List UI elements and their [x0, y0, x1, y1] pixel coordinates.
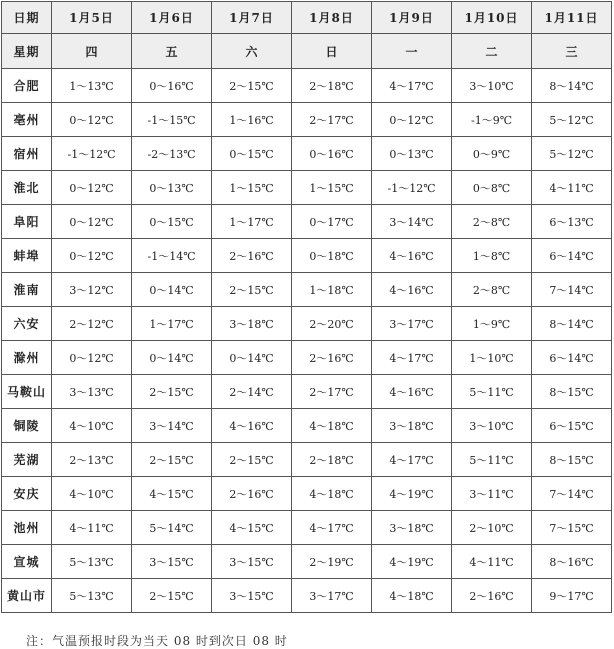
temperature-cell: 3～14℃: [132, 409, 212, 443]
city-name-cell: 宿州: [2, 137, 52, 171]
temperature-cell: 8～15℃: [532, 443, 612, 477]
temperature-cell: 0～9℃: [452, 137, 532, 171]
temperature-cell: 2～16℃: [212, 239, 292, 273]
temperature-cell: 1～13℃: [52, 69, 132, 103]
temperature-cell: 0～16℃: [292, 137, 372, 171]
city-name-cell: 铜陵: [2, 409, 52, 443]
city-name-cell: 芜湖: [2, 443, 52, 477]
city-name-cell: 淮北: [2, 171, 52, 205]
date-header-cell: 1月8日: [292, 2, 372, 34]
temperature-cell: 0～18℃: [292, 239, 372, 273]
temperature-cell: 3～18℃: [372, 409, 452, 443]
temperature-cell: 4～10℃: [52, 477, 132, 511]
table-row: [2, 545, 612, 579]
temperature-cell: 0～13℃: [132, 171, 212, 205]
temperature-cell: 2～18℃: [292, 443, 372, 477]
temperature-cell: 4～19℃: [372, 477, 452, 511]
temperature-cell: 4～16℃: [372, 375, 452, 409]
city-name-cell: 淮南: [2, 273, 52, 307]
temperature-cell: 0～12℃: [52, 205, 132, 239]
date-header-cell: 1月7日: [212, 2, 292, 34]
temperature-cell: 3～17℃: [372, 307, 452, 341]
table-row: [2, 579, 612, 613]
temperature-cell: 3～14℃: [372, 205, 452, 239]
temperature-cell: 2～19℃: [292, 545, 372, 579]
date-header-cell: 1月11日: [532, 2, 612, 34]
temperature-cell: 4～19℃: [372, 545, 452, 579]
temperature-cell: 0～14℃: [132, 341, 212, 375]
temperature-cell: 3～15℃: [132, 545, 212, 579]
city-name-cell: 黄山市: [2, 579, 52, 613]
temperature-cell: 2～16℃: [452, 579, 532, 613]
temperature-cell: 7～14℃: [532, 273, 612, 307]
temperature-cell: 8～14℃: [532, 69, 612, 103]
temperature-cell: 0～14℃: [132, 273, 212, 307]
weekday-cell: 二: [452, 34, 532, 69]
city-name-cell: 蚌埠: [2, 239, 52, 273]
forecast-table: [1, 1, 612, 613]
temperature-cell: 4～17℃: [372, 341, 452, 375]
temperature-cell: 4～16℃: [212, 409, 292, 443]
temperature-cell: 2～15℃: [132, 375, 212, 409]
weekday-row: [2, 34, 612, 69]
weekday-cell: 五: [132, 34, 212, 69]
date-header-cell: 1月5日: [52, 2, 132, 34]
temperature-cell: 7～15℃: [532, 511, 612, 545]
temperature-cell: 5～13℃: [52, 545, 132, 579]
temperature-cell: 3～17℃: [292, 579, 372, 613]
table-row: [2, 69, 612, 103]
temperature-cell: 6～14℃: [532, 239, 612, 273]
date-corner-label: 日期: [2, 2, 52, 34]
temperature-cell: 5～11℃: [452, 375, 532, 409]
footnote: 注：气温预报时段为当天 08 时到次日 08 时: [26, 634, 288, 648]
temperature-cell: 2～14℃: [212, 375, 292, 409]
temperature-cell: 4～15℃: [132, 477, 212, 511]
temperature-cell: 6～13℃: [532, 205, 612, 239]
table-row: [2, 239, 612, 273]
temperature-cell: 8～15℃: [532, 375, 612, 409]
temperature-cell: 1～10℃: [452, 341, 532, 375]
temperature-cell: 2～15℃: [212, 273, 292, 307]
table-row: [2, 205, 612, 239]
temperature-cell: -1～14℃: [132, 239, 212, 273]
temperature-cell: 4～16℃: [372, 273, 452, 307]
table-row: [2, 341, 612, 375]
city-name-cell: 宣城: [2, 545, 52, 579]
temperature-cell: 2～8℃: [452, 205, 532, 239]
temperature-cell: 1～15℃: [292, 171, 372, 205]
temperature-cell: 3～10℃: [452, 69, 532, 103]
temperature-cell: 3～10℃: [452, 409, 532, 443]
weekday-label: 星期: [2, 34, 52, 69]
date-header-cell: 1月10日: [452, 2, 532, 34]
temperature-cell: 1～15℃: [212, 171, 292, 205]
city-name-cell: 池州: [2, 511, 52, 545]
temperature-cell: -1～9℃: [452, 103, 532, 137]
temperature-cell: 1～16℃: [212, 103, 292, 137]
temperature-cell: 2～15℃: [212, 69, 292, 103]
table-row: [2, 477, 612, 511]
city-name-cell: 六安: [2, 307, 52, 341]
temperature-cell: 0～12℃: [372, 103, 452, 137]
temperature-cell: 4～18℃: [292, 477, 372, 511]
table-row: [2, 443, 612, 477]
temperature-cell: 3～15℃: [212, 545, 292, 579]
temperature-cell: 0～12℃: [52, 341, 132, 375]
weekday-cell: 日: [292, 34, 372, 69]
temperature-cell: 1～9℃: [452, 307, 532, 341]
temperature-cell: 1～18℃: [292, 273, 372, 307]
temperature-cell: 3～15℃: [212, 579, 292, 613]
temperature-cell: 3～13℃: [52, 375, 132, 409]
table-row: [2, 375, 612, 409]
temperature-cell: 2～18℃: [292, 69, 372, 103]
temperature-cell: 4～17℃: [372, 443, 452, 477]
temperature-cell: 0～17℃: [292, 205, 372, 239]
date-header-cell: 1月6日: [132, 2, 212, 34]
table-row: [2, 103, 612, 137]
temperature-cell: 4～18℃: [372, 579, 452, 613]
temperature-cell: 9～17℃: [532, 579, 612, 613]
temperature-cell: 0～12℃: [52, 171, 132, 205]
temperature-cell: 7～14℃: [532, 477, 612, 511]
temperature-cell: 0～13℃: [372, 137, 452, 171]
temperature-cell: 4～17℃: [372, 69, 452, 103]
temperature-cell: 2～15℃: [212, 443, 292, 477]
temperature-cell: 3～18℃: [212, 307, 292, 341]
temperature-cell: 2～13℃: [52, 443, 132, 477]
temperature-cell: -2～13℃: [132, 137, 212, 171]
table-row: [2, 171, 612, 205]
temperature-cell: 2～15℃: [132, 443, 212, 477]
temperature-cell: 5～12℃: [532, 103, 612, 137]
temperature-cell: 5～12℃: [532, 137, 612, 171]
temperature-cell: 2～8℃: [452, 273, 532, 307]
table-row: [2, 307, 612, 341]
temperature-cell: 1～17℃: [132, 307, 212, 341]
temperature-cell: 0～16℃: [132, 69, 212, 103]
weekday-cell: 四: [52, 34, 132, 69]
temperature-cell: 2～16℃: [292, 341, 372, 375]
temperature-cell: 3～18℃: [372, 511, 452, 545]
city-name-cell: 马鞍山: [2, 375, 52, 409]
city-name-cell: 安庆: [2, 477, 52, 511]
temperature-cell: 2～17℃: [292, 375, 372, 409]
city-name-cell: 合肥: [2, 69, 52, 103]
temperature-cell: -1～12℃: [52, 137, 132, 171]
temperature-cell: 3～11℃: [452, 477, 532, 511]
temperature-cell: 5～11℃: [452, 443, 532, 477]
temperature-cell: 4～10℃: [52, 409, 132, 443]
temperature-cell: 0～12℃: [52, 239, 132, 273]
weekday-cell: 三: [532, 34, 612, 69]
temperature-cell: 2～20℃: [292, 307, 372, 341]
temperature-cell: -1～15℃: [132, 103, 212, 137]
table-row: [2, 511, 612, 545]
city-name-cell: 阜阳: [2, 205, 52, 239]
temperature-cell: 8～16℃: [532, 545, 612, 579]
temperature-cell: 1～17℃: [212, 205, 292, 239]
temperature-cell: 4～11℃: [52, 511, 132, 545]
temperature-cell: 4～15℃: [212, 511, 292, 545]
table-row: [2, 273, 612, 307]
temperature-cell: 0～14℃: [212, 341, 292, 375]
temperature-cell: 4～18℃: [292, 409, 372, 443]
temperature-cell: 0～12℃: [52, 103, 132, 137]
city-name-cell: 滁州: [2, 341, 52, 375]
city-name-cell: 亳州: [2, 103, 52, 137]
table-row: [2, 409, 612, 443]
date-header-cell: 1月9日: [372, 2, 452, 34]
temperature-cell: 8～14℃: [532, 307, 612, 341]
temperature-cell: 2～17℃: [292, 103, 372, 137]
temperature-cell: 0～8℃: [452, 171, 532, 205]
temperature-cell: 4～17℃: [292, 511, 372, 545]
temperature-cell: 0～15℃: [132, 205, 212, 239]
weekday-cell: 一: [372, 34, 452, 69]
temperature-cell: 4～11℃: [452, 545, 532, 579]
table-row: [2, 137, 612, 171]
temperature-cell: 6～14℃: [532, 341, 612, 375]
temperature-cell: 2～16℃: [212, 477, 292, 511]
weekday-cell: 六: [212, 34, 292, 69]
date-header-row: [2, 2, 612, 34]
temperature-cell: 2～12℃: [52, 307, 132, 341]
temperature-cell: 2～15℃: [132, 579, 212, 613]
temperature-cell: 2～10℃: [452, 511, 532, 545]
temperature-cell: 5～14℃: [132, 511, 212, 545]
temperature-cell: 6～15℃: [532, 409, 612, 443]
temperature-cell: 4～11℃: [532, 171, 612, 205]
temperature-cell: 0～15℃: [212, 137, 292, 171]
temperature-cell: 3～12℃: [52, 273, 132, 307]
temperature-cell: 5～13℃: [52, 579, 132, 613]
table-body: [2, 34, 612, 613]
temperature-cell: 1～8℃: [452, 239, 532, 273]
temperature-cell: 4～16℃: [372, 239, 452, 273]
temperature-cell: -1～12℃: [372, 171, 452, 205]
